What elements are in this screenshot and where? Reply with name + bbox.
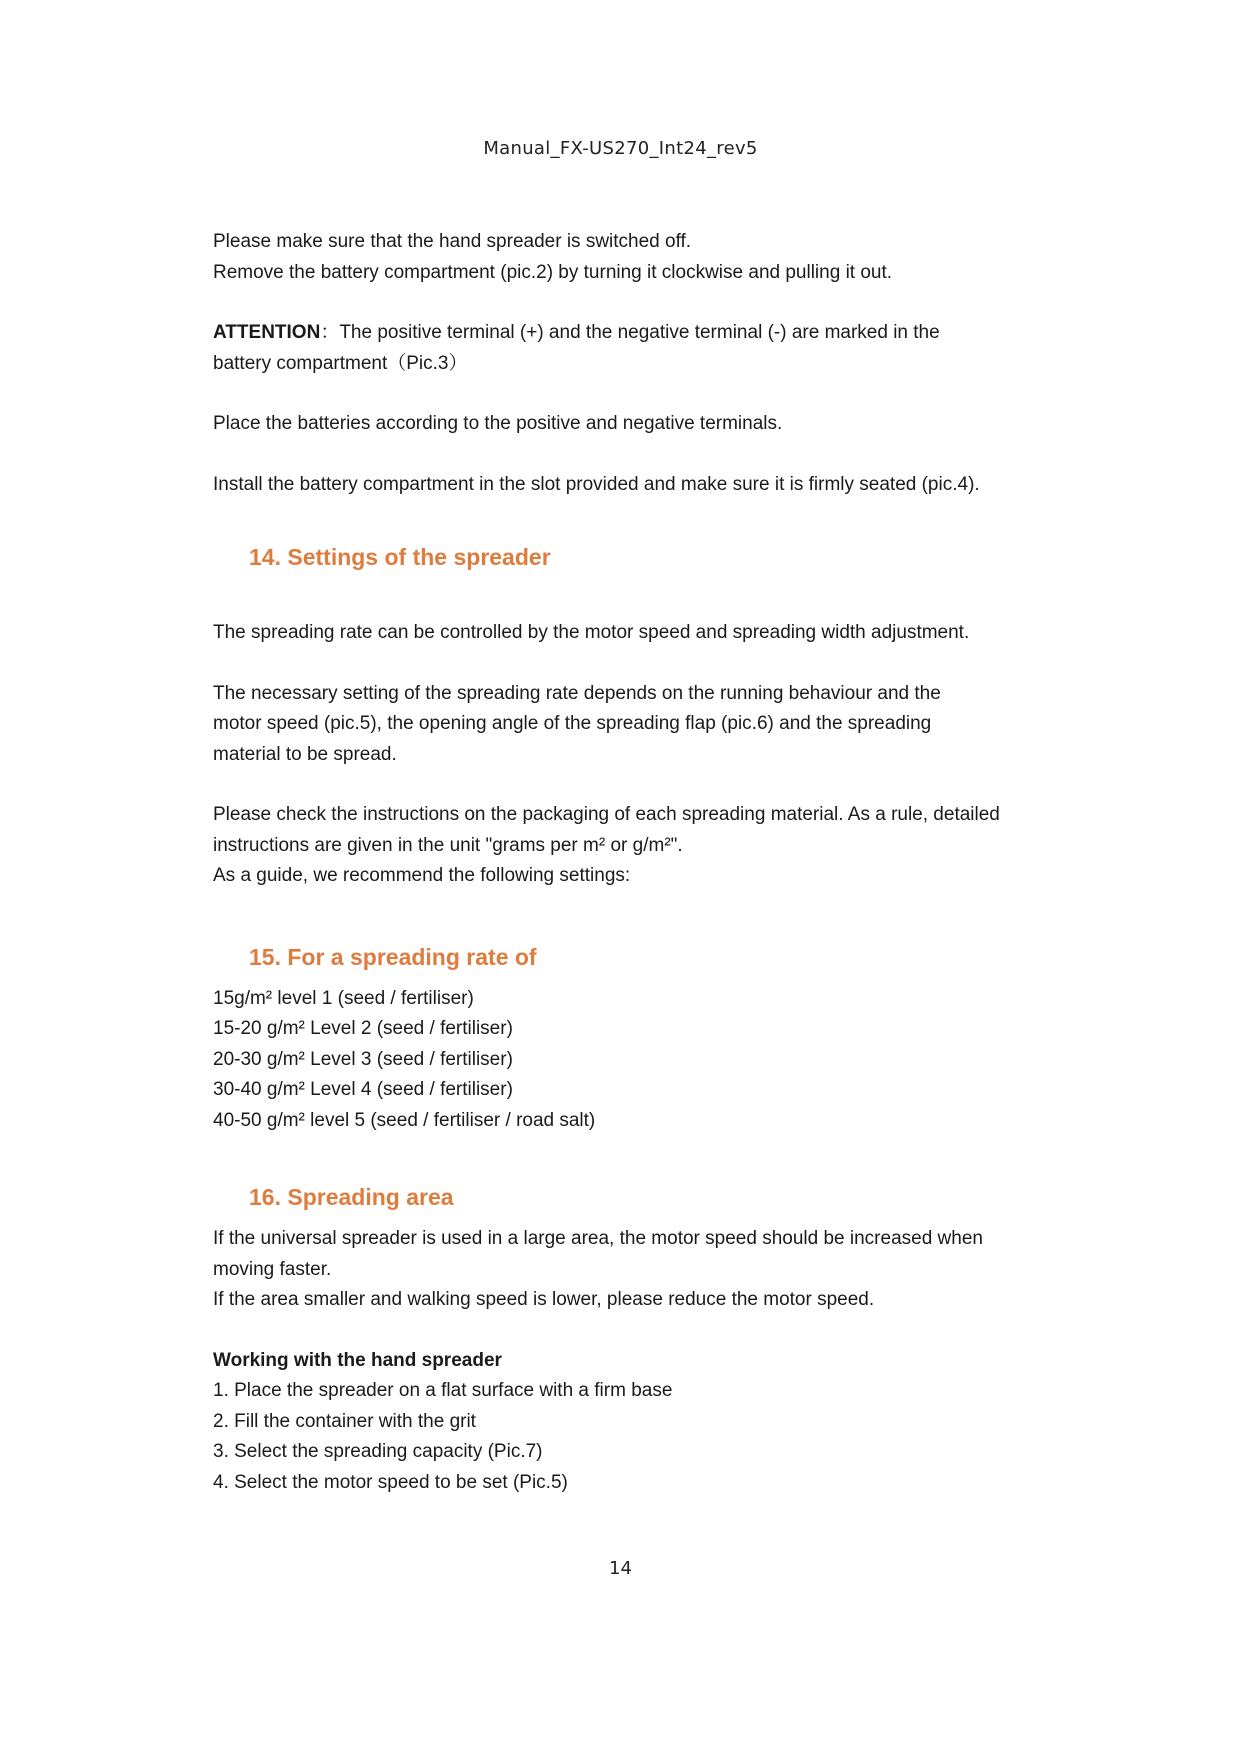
section-14-p3-line-3: As a guide, we recommend the following settings: <box>213 865 631 886</box>
install-compartment: Install the battery compartment in the slot provided and make sure it is firmly seated (pic.4). <box>213 473 980 495</box>
rate-item: 15g/m² level 1 (seed / fertiliser) <box>213 987 474 1009</box>
section-15-heading: 15. For a spreading rate of <box>249 943 537 970</box>
section-14-p2-line-1: The necessary setting of the spreading rate depends on the running behaviour and the <box>213 682 941 704</box>
page-number: 14 <box>609 1558 632 1579</box>
section-16-heading: 16. Spreading area <box>249 1184 454 1210</box>
section-16-p1-line-3: If the area smaller and walking speed is lower, please reduce the motor speed. <box>213 1289 875 1310</box>
attention-label: ATTENTION <box>213 322 321 343</box>
rate-item: 40-50 g/m² level 5 (seed / fertiliser / road salt) <box>213 1109 596 1131</box>
step-item: 3. Select the spreading capacity (Pic.7) <box>213 1441 543 1462</box>
attention-paragraph <box>213 318 1043 349</box>
rate-item: 15-20 g/m² Level 2 (seed / fertiliser) <box>213 1018 513 1039</box>
section-14-p2-line-3: material to be spread. <box>213 743 397 765</box>
page-content <box>213 227 1043 1498</box>
section-14-heading: 14. Settings of the spreader <box>249 544 551 570</box>
section-14-p1: The spreading rate can be controlled by the motor speed and spreading width adjustment. <box>213 622 970 643</box>
section-14-p2-line-2: motor speed (pic.5), the opening angle of the spreading flap (pic.6) and the spreading <box>213 713 932 734</box>
step-item: 2. Fill the container with the grit <box>213 1410 476 1432</box>
section-16-p1-line-1: If the universal spreader is used in a large area, the motor speed should be increased when <box>213 1228 983 1249</box>
attention-line-2: battery compartment（Pic.3） <box>213 352 468 374</box>
intro-line-1: Please make sure that the hand spreader is switched off. <box>213 231 692 252</box>
rate-item: 20-30 g/m² Level 3 (seed / fertiliser) <box>213 1048 513 1070</box>
section-14-p3-line-1: Please check the instructions on the packaging of each spreading material. As a rule, detailed <box>213 804 1000 825</box>
attention-separator: ： <box>320 322 340 343</box>
rate-item: 30-40 g/m² Level 4 (seed / fertiliser) <box>213 1079 513 1100</box>
section-16-p1-line-2: moving faster. <box>213 1258 332 1280</box>
working-title: Working with the hand spreader <box>213 1349 502 1371</box>
attention-line-1: The positive terminal (+) and the negative terminal (-) are marked in the <box>339 322 940 343</box>
step-item: 4. Select the motor speed to be set (Pic.5) <box>213 1471 568 1493</box>
intro-line-2: Remove the battery compartment (pic.2) by turning it clockwise and pulling it out. <box>213 261 893 283</box>
place-batteries: Place the batteries according to the positive and negative terminals. <box>213 413 783 434</box>
step-item: 1. Place the spreader on a flat surface with a firm base <box>213 1380 673 1401</box>
document-header: Manual_FX-US270_Int24_rev5 <box>483 138 758 159</box>
section-14-p3-line-2: instructions are given in the unit "grams per m² or g/m²". <box>213 834 683 856</box>
